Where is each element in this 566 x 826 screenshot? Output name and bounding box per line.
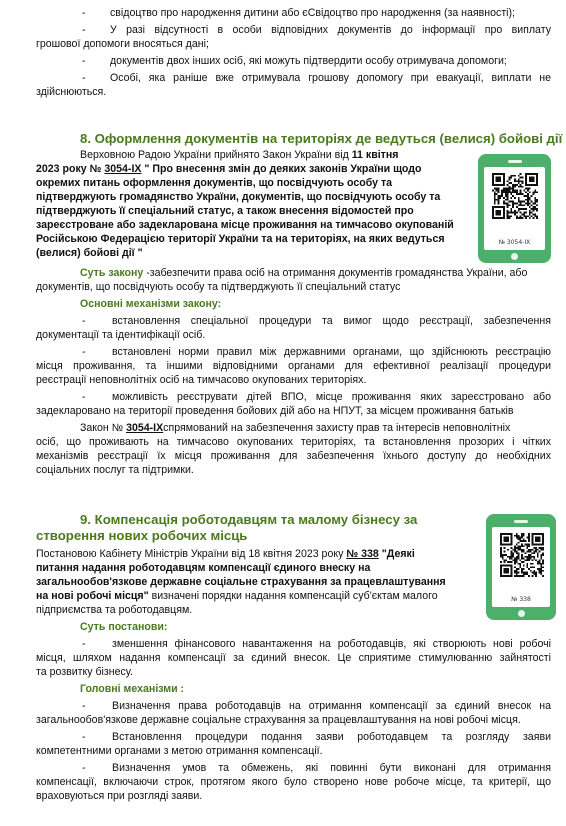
list-item-cont: документації та ідентифікації осіб. <box>36 329 206 341</box>
bullet-dash: - <box>82 731 86 743</box>
paragraph-line: Верховною Радою України прийнято Закон України від 11 квітня <box>80 149 399 161</box>
list-item-cont: компенсації, включаючи строк, протягом якого було створено нове робоче місце, та критерії, що <box>36 776 551 788</box>
paragraph-line: підтверджують її спеціальний статус, а також внесення відомостей про <box>36 205 414 217</box>
list-item: У разі відсутності в особи відповідних документів до інформації про виплату <box>110 24 551 36</box>
paragraph-line: на нові робочі місця" визначені порядки надання компенсацій суб'єктам малого <box>36 590 438 602</box>
bullet-dash: - <box>82 638 86 650</box>
bullet-dash: - <box>82 762 86 774</box>
mechanisms-label: Основні механізми закону: <box>80 298 222 310</box>
paragraph-line: Закон № 3054-IXспрямований на забезпечення захисту прав та інтересів неповнолітніх <box>80 422 511 434</box>
phone-home-button <box>511 253 518 260</box>
list-item: Визначення права роботодавців на отримання компенсації за єдиний внесок на <box>112 700 551 712</box>
resolution-link-338[interactable]: № 338 <box>346 548 379 560</box>
section-8-heading: 8. Оформлення документів на територіях де ведуться (велися) бойові дії <box>80 131 563 146</box>
phone-screen <box>484 167 545 250</box>
paragraph-line: механізмів реєстрації їх місця проживання для забезпечення їхнього доступу до необхідних <box>36 450 551 462</box>
bullet-dash: - <box>82 346 86 358</box>
list-item-cont: компетентними органами з метою отримання компенсації. <box>36 745 323 757</box>
essence-label: Суть постанови: <box>80 621 168 633</box>
bullet-dash: - <box>82 7 86 19</box>
list-item: встановлення спеціальної процедури та вимог щодо реєстрації, забезпечення <box>112 315 551 327</box>
list-item-cont: місця, шляхом надання компенсації за єдиний внесок. Це сприятиме стимулюванню зайнятості <box>36 652 551 664</box>
qr-code-icon <box>492 173 538 219</box>
list-item-cont: грошової допомоги вносяться дані; <box>36 38 209 50</box>
list-item: зменшення фінансового навантаження на роботодавців, які створюють нові робочі <box>112 638 551 650</box>
list-item-cont: місця проживання, та іншими відповідними органами для ефективної реалізації процедури <box>36 360 551 372</box>
paragraph-line: питання надання роботодавцям компенсації єдиного внеску на <box>36 562 371 574</box>
list-item: встановлені норми правил між державними органами, що здійснюють реєстрацію <box>112 346 551 358</box>
section-9-heading: 9. Компенсація роботодавцям та малому бізнесу за <box>80 512 418 527</box>
paragraph-line: осіб, що проживають на тимчасово окупованих територіях, та встановлення прозорих і чітких <box>36 436 551 448</box>
law-link-3054[interactable]: 3054-IX <box>104 163 142 175</box>
paragraph-line: окремих питань оформлення документів, що посвідчують особу та <box>36 177 393 189</box>
list-item: Особі, яка раніше вже отримувала грошову допомогу при евакуації, виплати не <box>110 72 551 84</box>
list-item: Встановлення процедури подання заяви роботодавцем та розгляду заяви <box>112 731 551 743</box>
bullet-dash: - <box>82 55 86 67</box>
qr-code-phone-3054[interactable] <box>478 154 551 263</box>
essence-line: документів, що посвідчують особу та підтверджують її спеціальний статус <box>36 281 401 293</box>
phone-screen <box>492 527 550 607</box>
bullet-dash: - <box>82 315 86 327</box>
paragraph-line: загальнообов'язкове державне соціальне страхування за працевлаштування <box>36 576 446 588</box>
qr-code-phone-338[interactable] <box>486 514 556 620</box>
list-item-cont: здійснюються. <box>36 86 107 98</box>
qr-code-icon <box>500 533 544 577</box>
essence-line: Суть закону -забезпечити права осіб на отримання документів громадянства України, або <box>80 267 528 279</box>
list-item: Визначення умов та обмежень, які повинні бути виконані для отримання <box>112 762 551 774</box>
list-item: можливість реєструвати дітей ВПО, місце проживання яких зареєстровано або <box>112 391 551 403</box>
paragraph-line: Російською Федерацією території України та на територіях, на яких ведуться <box>36 233 445 245</box>
list-item: документів двох інших осіб, які можуть підтвердити особу отримувача допомоги; <box>110 55 507 67</box>
bullet-dash: - <box>82 391 86 403</box>
list-item-cont: задекларовано на території проведення бойових дій або на НПУТ, за місцем проживання батьків <box>36 405 514 417</box>
phone-home-button <box>518 610 525 617</box>
paragraph-line: Постановою Кабінету Міністрів України від 18 квітня 2023 року № 338 "Деякі <box>36 548 415 560</box>
qr-caption: № 3054-IX <box>498 239 531 246</box>
phone-speaker <box>508 160 522 163</box>
law-link-3054[interactable]: 3054-IX <box>126 422 164 434</box>
section-9-heading-cont: створення нових робочих місць <box>36 528 248 543</box>
list-item: свідоцтво про народження дитини або єСвідоцтво про народження (за наявності); <box>110 7 515 19</box>
mechanisms-label: Головні механізми : <box>80 683 185 695</box>
phone-speaker <box>514 520 528 523</box>
bullet-dash: - <box>82 700 86 712</box>
qr-caption: № 338 <box>511 596 531 603</box>
essence-label: Суть закону <box>80 267 144 279</box>
bullet-dash: - <box>82 24 86 36</box>
list-item-cont: та розвитку бізнесу. <box>36 666 133 678</box>
list-item-cont: загальнообов'язкове державне соціальне страхування за працевлаштування на нові робочі місця. <box>36 714 521 726</box>
list-item-cont: реєстрації неповнолітніх осіб на тимчасово окупованих територіях. <box>36 374 367 386</box>
paragraph-line: (велися) бойові дії " <box>36 247 143 259</box>
paragraph-line: 2023 року № 3054-IX " Про внесення змін до деяких законів України щодо <box>36 163 422 175</box>
bullet-dash: - <box>82 72 86 84</box>
paragraph-line: соціальних послуг та підтримки. <box>36 464 194 476</box>
list-item-cont: враховуються при розгляді заяви. <box>36 790 203 802</box>
paragraph-line: зареєстроване або задекларована місце проживання на тимчасово окупованій <box>36 219 454 231</box>
paragraph-line: підтверджують громадянство України, документів, що посвідчують особу та <box>36 191 441 203</box>
paragraph-line: підприємства та роботодавцям. <box>36 604 193 616</box>
